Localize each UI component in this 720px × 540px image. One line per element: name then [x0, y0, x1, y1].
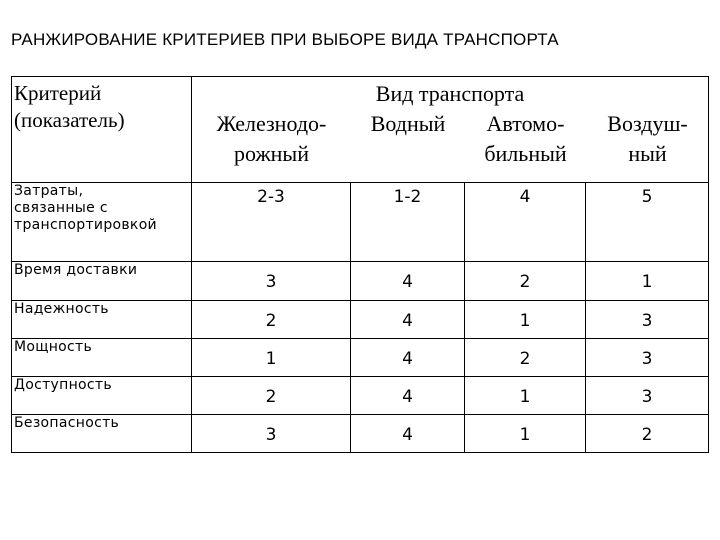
page-title: РАНЖИРОВАНИЕ КРИТЕРИЕВ ПРИ ВЫБОРЕ ВИДА ТРАНСПОРТА — [11, 30, 559, 49]
table-cell: 5 — [586, 183, 709, 262]
table-cell: 1 — [465, 300, 586, 338]
table-cell: 2 — [586, 414, 709, 452]
table-cell: 3 — [192, 414, 351, 452]
mode-air: Воздуш- ный — [607, 111, 688, 166]
row-label: Надежность — [12, 300, 192, 338]
table-row — [12, 338, 709, 376]
criterion-header: Критерий (показатель) — [12, 77, 192, 183]
header-row — [12, 77, 709, 183]
table-cell: 1 — [465, 414, 586, 452]
row-label: Время доставки — [12, 262, 192, 300]
mode-rail: Железнодо- рожный — [216, 111, 327, 166]
table-row — [12, 262, 709, 300]
ranking-table — [11, 76, 709, 453]
table-row — [12, 300, 709, 338]
table-cell: 3 — [586, 376, 709, 414]
table-row — [12, 183, 709, 262]
table-cell: 2 — [192, 300, 351, 338]
row-label: Безопасность — [12, 414, 192, 452]
mode-road: Автомо- бильный — [484, 111, 567, 166]
group-title: Вид транспорта — [375, 81, 525, 106]
table-cell: 1-2 — [351, 183, 465, 262]
table-cell: 2 — [465, 262, 586, 300]
table-cell: 2-3 — [192, 183, 351, 262]
table-cell: 1 — [586, 262, 709, 300]
table-cell: 3 — [586, 300, 709, 338]
table-cell: 4 — [351, 376, 465, 414]
table-cell: 3 — [192, 262, 351, 300]
table-cell: 3 — [586, 338, 709, 376]
table-cell: 1 — [192, 338, 351, 376]
table-cell: 4 — [351, 262, 465, 300]
transport-group-header — [192, 77, 709, 183]
table-cell: 4 — [351, 414, 465, 452]
row-label: Затраты, связанные с транспортировкой — [12, 183, 192, 262]
row-label: Доступность — [12, 376, 192, 414]
table-row — [12, 376, 709, 414]
table-cell: 4 — [351, 338, 465, 376]
table-cell: 4 — [351, 300, 465, 338]
table-row — [12, 414, 709, 452]
table-cell: 2 — [192, 376, 351, 414]
row-label: Мощность — [12, 338, 192, 376]
mode-water: Водный — [370, 111, 446, 136]
table-cell: 4 — [465, 183, 586, 262]
table-cell: 2 — [465, 338, 586, 376]
table-cell: 1 — [465, 376, 586, 414]
